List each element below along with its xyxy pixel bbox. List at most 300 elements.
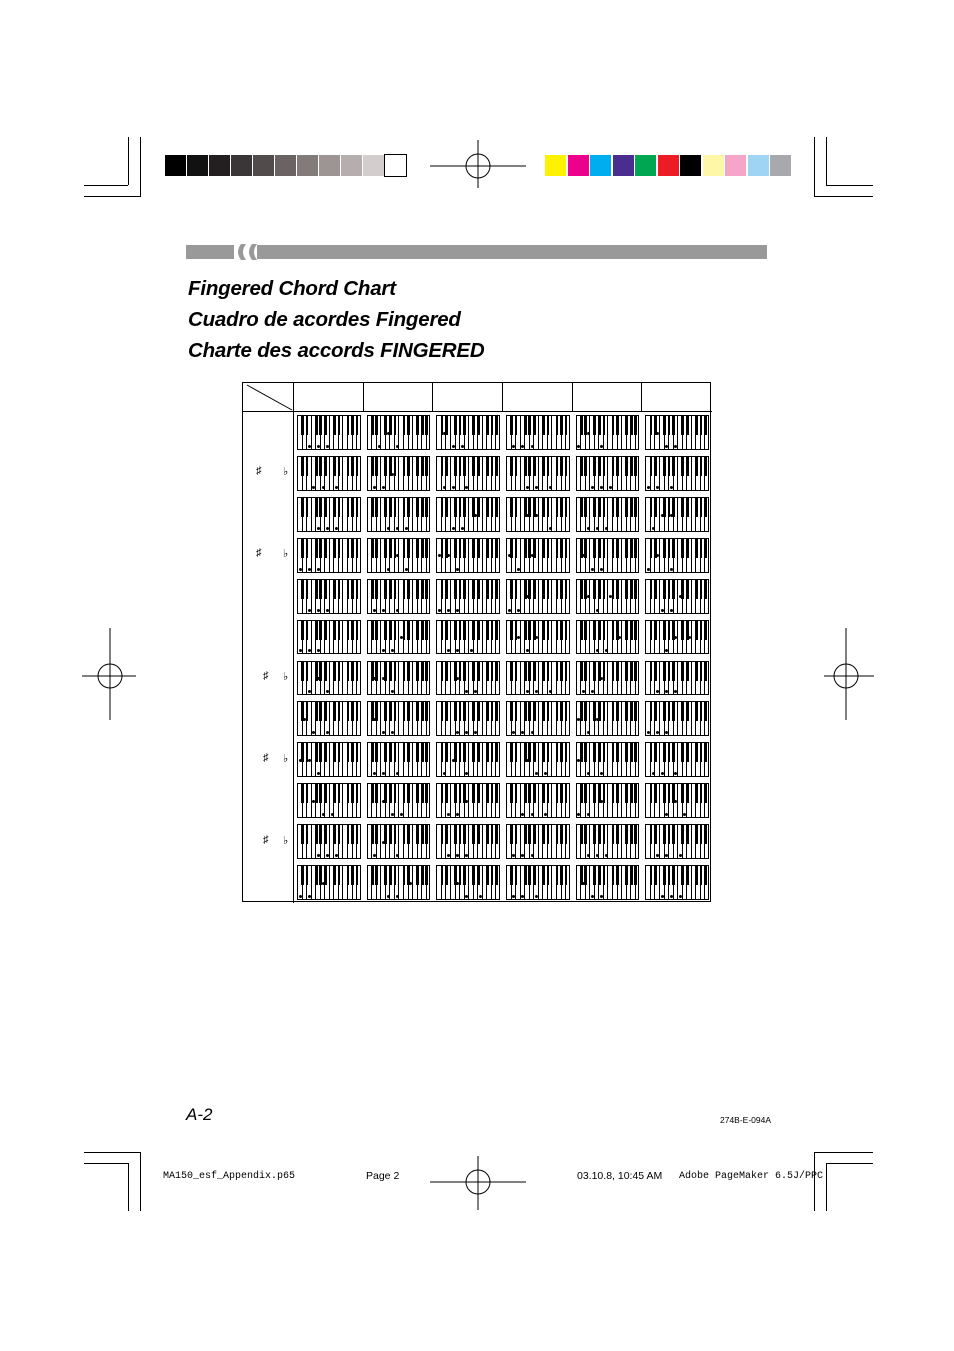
black-key xyxy=(704,416,707,435)
black-key xyxy=(459,457,462,476)
black-key xyxy=(324,784,327,803)
black-key xyxy=(324,498,327,517)
note-marker xyxy=(308,445,311,448)
note-marker xyxy=(549,527,552,530)
black-key xyxy=(584,498,587,517)
black-key xyxy=(425,498,428,517)
black-key xyxy=(315,457,318,476)
black-key xyxy=(425,866,428,885)
black-key xyxy=(333,580,336,599)
black-key xyxy=(351,539,354,558)
keyboard-diagram xyxy=(506,661,570,696)
black-key xyxy=(403,825,406,844)
black-key xyxy=(547,457,550,476)
note-marker xyxy=(382,800,385,803)
black-key xyxy=(510,416,513,435)
black-key xyxy=(356,457,359,476)
black-key xyxy=(598,866,601,885)
black-key xyxy=(603,621,606,640)
black-key xyxy=(315,825,318,844)
black-key xyxy=(375,784,378,803)
black-key xyxy=(459,416,462,435)
black-key xyxy=(668,743,671,762)
keyboard-diagram xyxy=(436,579,500,614)
black-key xyxy=(403,621,406,640)
black-key xyxy=(486,457,489,476)
black-key xyxy=(454,825,457,844)
black-key xyxy=(333,621,336,640)
black-key xyxy=(650,702,653,721)
black-key xyxy=(324,580,327,599)
black-key xyxy=(472,621,475,640)
black-key xyxy=(542,539,545,558)
note-marker xyxy=(443,772,446,775)
black-key xyxy=(491,539,494,558)
black-key xyxy=(425,539,428,558)
black-key xyxy=(616,416,619,435)
black-key xyxy=(598,457,601,476)
black-key xyxy=(356,498,359,517)
note-marker xyxy=(652,772,655,775)
note-marker xyxy=(335,527,338,530)
note-marker xyxy=(396,854,399,857)
black-key xyxy=(612,702,615,721)
keyboard-diagram xyxy=(576,415,640,450)
black-key xyxy=(616,539,619,558)
note-marker xyxy=(600,568,603,571)
black-key xyxy=(612,662,615,681)
black-key xyxy=(542,702,545,721)
keyboard-diagram xyxy=(436,865,500,900)
black-key xyxy=(463,662,466,681)
black-key xyxy=(407,580,410,599)
black-key xyxy=(324,416,327,435)
black-key xyxy=(416,866,419,885)
black-key xyxy=(486,539,489,558)
black-key xyxy=(681,416,684,435)
black-key xyxy=(634,498,637,517)
slug-application: Adobe PageMaker 6.5J/PPC xyxy=(679,1171,824,1182)
black-key xyxy=(351,825,354,844)
black-key xyxy=(686,743,689,762)
black-key xyxy=(416,457,419,476)
black-key xyxy=(472,825,475,844)
black-key xyxy=(560,662,563,681)
color-swatch xyxy=(658,155,679,176)
black-key xyxy=(338,457,341,476)
black-key xyxy=(351,784,354,803)
black-key xyxy=(416,784,419,803)
note-marker xyxy=(299,895,302,898)
black-key xyxy=(663,621,666,640)
keyboard-diagram xyxy=(645,742,709,777)
black-key xyxy=(495,784,498,803)
black-key xyxy=(603,539,606,558)
sharp-sign: ♯ xyxy=(263,751,269,764)
note-marker xyxy=(335,486,338,489)
black-key xyxy=(565,743,568,762)
note-marker xyxy=(670,486,673,489)
black-key xyxy=(700,702,703,721)
black-key xyxy=(654,743,657,762)
black-key xyxy=(459,866,462,885)
black-key xyxy=(663,662,666,681)
black-key xyxy=(351,743,354,762)
black-key xyxy=(686,702,689,721)
black-key xyxy=(681,743,684,762)
black-key xyxy=(333,416,336,435)
black-key xyxy=(556,580,559,599)
black-key xyxy=(403,743,406,762)
black-key xyxy=(560,580,563,599)
keyboard-diagram xyxy=(506,742,570,777)
black-key xyxy=(389,580,392,599)
keyboard-diagram xyxy=(645,824,709,859)
black-key xyxy=(445,621,448,640)
black-key xyxy=(445,498,448,517)
note-marker xyxy=(387,568,390,571)
black-key xyxy=(491,498,494,517)
black-key xyxy=(301,498,304,517)
black-key xyxy=(306,621,309,640)
black-key xyxy=(319,702,322,721)
black-key xyxy=(356,825,359,844)
black-key xyxy=(580,621,583,640)
black-key xyxy=(407,498,410,517)
doc-code: 274B-E-094A xyxy=(720,1115,772,1125)
black-key xyxy=(301,416,304,435)
black-key xyxy=(556,866,559,885)
black-key xyxy=(441,457,444,476)
black-key xyxy=(560,866,563,885)
black-key xyxy=(491,743,494,762)
black-key xyxy=(612,743,615,762)
black-key xyxy=(375,416,378,435)
black-key xyxy=(533,416,536,435)
black-key xyxy=(630,784,633,803)
black-key xyxy=(510,457,513,476)
black-key xyxy=(319,621,322,640)
black-key xyxy=(324,662,327,681)
black-key xyxy=(556,702,559,721)
black-key xyxy=(580,580,583,599)
black-key xyxy=(441,580,444,599)
black-key xyxy=(477,580,480,599)
black-key xyxy=(695,702,698,721)
registration-mark-left xyxy=(82,628,142,724)
black-key xyxy=(704,621,707,640)
black-key xyxy=(347,457,350,476)
color-swatch xyxy=(725,155,746,176)
black-key xyxy=(565,662,568,681)
note-marker xyxy=(587,813,590,816)
note-marker xyxy=(373,486,376,489)
black-key xyxy=(407,539,410,558)
black-key xyxy=(612,539,615,558)
black-key xyxy=(625,662,628,681)
black-key xyxy=(542,457,545,476)
keyboard-diagram xyxy=(367,824,431,859)
black-key xyxy=(463,743,466,762)
keyboard-diagram xyxy=(506,824,570,859)
keyboard-diagram xyxy=(367,865,431,900)
black-key xyxy=(306,539,309,558)
black-key xyxy=(528,621,531,640)
black-key xyxy=(672,662,675,681)
black-key xyxy=(668,580,671,599)
black-key xyxy=(560,743,563,762)
note-marker xyxy=(317,609,320,612)
black-key xyxy=(625,702,628,721)
black-key xyxy=(584,662,587,681)
black-key xyxy=(477,621,480,640)
grid-line xyxy=(641,383,642,412)
black-key xyxy=(477,866,480,885)
black-key xyxy=(681,539,684,558)
black-key xyxy=(486,743,489,762)
black-key xyxy=(421,702,424,721)
slug-datetime: 03.10.8, 10:45 AM xyxy=(577,1170,663,1182)
black-key xyxy=(425,784,428,803)
note-marker xyxy=(661,514,664,517)
note-marker xyxy=(391,473,394,476)
black-key xyxy=(356,866,359,885)
black-key xyxy=(686,457,689,476)
keyboard-diagram xyxy=(645,865,709,900)
black-key xyxy=(477,825,480,844)
black-key xyxy=(704,457,707,476)
black-key xyxy=(510,784,513,803)
black-key xyxy=(603,825,606,844)
black-key xyxy=(672,457,675,476)
keyboard-diagram xyxy=(506,415,570,450)
black-key xyxy=(319,457,322,476)
black-key xyxy=(672,580,675,599)
keyboard-diagram xyxy=(297,742,361,777)
note-marker xyxy=(322,486,325,489)
black-key xyxy=(445,866,448,885)
black-key xyxy=(612,416,615,435)
note-marker xyxy=(605,854,608,857)
black-key xyxy=(630,580,633,599)
black-key xyxy=(654,784,657,803)
keyboard-diagram xyxy=(645,579,709,614)
note-marker xyxy=(378,445,381,448)
black-key xyxy=(686,539,689,558)
black-key xyxy=(612,784,615,803)
black-key xyxy=(533,784,536,803)
black-key xyxy=(454,621,457,640)
black-key xyxy=(625,784,628,803)
black-key xyxy=(593,662,596,681)
slug-filename: MA150_esf_Appendix.p65 xyxy=(163,1171,296,1182)
black-key xyxy=(704,825,707,844)
note-marker xyxy=(596,718,599,721)
black-key xyxy=(547,580,550,599)
black-key xyxy=(556,621,559,640)
black-key xyxy=(454,416,457,435)
black-key xyxy=(384,580,387,599)
black-key xyxy=(616,457,619,476)
black-key xyxy=(403,498,406,517)
black-key xyxy=(403,866,406,885)
black-key xyxy=(663,702,666,721)
black-key xyxy=(445,580,448,599)
black-key xyxy=(700,784,703,803)
note-marker xyxy=(582,882,585,885)
black-key xyxy=(533,662,536,681)
black-key xyxy=(389,866,392,885)
keyboard-diagram xyxy=(297,824,361,859)
black-key xyxy=(616,784,619,803)
black-key xyxy=(603,498,606,517)
black-key xyxy=(463,498,466,517)
grid-line xyxy=(363,383,364,412)
black-key xyxy=(454,539,457,558)
black-key xyxy=(695,457,698,476)
black-key xyxy=(580,743,583,762)
black-key xyxy=(663,784,666,803)
black-key xyxy=(356,702,359,721)
black-key xyxy=(333,539,336,558)
note-marker xyxy=(508,609,511,612)
note-marker xyxy=(452,527,455,530)
black-key xyxy=(625,580,628,599)
black-key xyxy=(472,539,475,558)
black-key xyxy=(603,580,606,599)
black-key xyxy=(668,416,671,435)
black-key xyxy=(603,743,606,762)
black-key xyxy=(495,825,498,844)
black-key xyxy=(634,621,637,640)
black-key xyxy=(598,743,601,762)
black-key xyxy=(421,784,424,803)
title-english: Fingered Chord Chart xyxy=(188,277,396,300)
black-key xyxy=(700,825,703,844)
black-key xyxy=(524,866,527,885)
black-key xyxy=(306,702,309,721)
note-marker xyxy=(656,432,659,435)
note-marker xyxy=(596,609,599,612)
black-key xyxy=(301,539,304,558)
black-key xyxy=(338,539,341,558)
note-marker xyxy=(308,568,311,571)
black-key xyxy=(477,457,480,476)
color-swatch xyxy=(568,155,589,176)
black-key xyxy=(491,457,494,476)
black-key xyxy=(416,702,419,721)
black-key xyxy=(528,457,531,476)
keyboard-diagram xyxy=(367,579,431,614)
note-marker xyxy=(317,445,320,448)
black-key xyxy=(459,825,462,844)
color-swatch xyxy=(165,155,186,176)
black-key xyxy=(425,825,428,844)
black-key xyxy=(315,702,318,721)
black-key xyxy=(668,621,671,640)
black-key xyxy=(356,662,359,681)
black-key xyxy=(495,866,498,885)
black-key xyxy=(338,784,341,803)
black-key xyxy=(356,784,359,803)
black-key xyxy=(486,866,489,885)
keyboard-diagram xyxy=(645,456,709,491)
black-key xyxy=(515,457,518,476)
black-key xyxy=(528,825,531,844)
keyboard-diagram xyxy=(367,538,431,573)
black-key xyxy=(338,498,341,517)
note-marker xyxy=(326,527,329,530)
black-key xyxy=(625,866,628,885)
note-marker xyxy=(317,568,320,571)
color-swatch xyxy=(363,155,384,176)
black-key xyxy=(394,702,397,721)
grid-line xyxy=(502,383,503,412)
black-key xyxy=(477,498,480,517)
black-key xyxy=(612,457,615,476)
note-marker xyxy=(647,568,650,571)
black-key xyxy=(630,539,633,558)
black-key xyxy=(510,580,513,599)
black-key xyxy=(695,743,698,762)
black-key xyxy=(306,866,309,885)
black-key xyxy=(584,743,587,762)
black-key xyxy=(625,539,628,558)
color-swatch xyxy=(703,155,724,176)
note-marker xyxy=(405,527,408,530)
black-key xyxy=(668,662,671,681)
black-key xyxy=(625,621,628,640)
black-key xyxy=(324,539,327,558)
black-key xyxy=(421,621,424,640)
black-key xyxy=(625,416,628,435)
black-key xyxy=(315,784,318,803)
keyboard-diagram xyxy=(297,456,361,491)
black-key xyxy=(301,621,304,640)
black-key xyxy=(654,866,657,885)
black-key xyxy=(634,866,637,885)
note-marker xyxy=(382,486,385,489)
black-key xyxy=(477,662,480,681)
black-key xyxy=(477,784,480,803)
registration-mark-top xyxy=(430,140,526,200)
black-key xyxy=(547,539,550,558)
black-key xyxy=(634,743,637,762)
black-key xyxy=(459,702,462,721)
black-key xyxy=(351,498,354,517)
black-key xyxy=(472,457,475,476)
flat-sign: ♭ xyxy=(283,466,289,479)
black-key xyxy=(650,539,653,558)
black-key xyxy=(533,825,536,844)
black-key xyxy=(668,866,671,885)
black-key xyxy=(445,743,448,762)
black-key xyxy=(515,580,518,599)
note-marker xyxy=(600,486,603,489)
black-key xyxy=(547,866,550,885)
sharp-sign: ♯ xyxy=(256,547,262,560)
black-key xyxy=(593,621,596,640)
black-key xyxy=(407,662,410,681)
black-key xyxy=(704,866,707,885)
black-key xyxy=(533,457,536,476)
black-key xyxy=(681,498,684,517)
black-key xyxy=(580,702,583,721)
black-key xyxy=(463,702,466,721)
note-marker xyxy=(308,759,311,762)
black-key xyxy=(672,539,675,558)
color-swatch xyxy=(187,155,208,176)
